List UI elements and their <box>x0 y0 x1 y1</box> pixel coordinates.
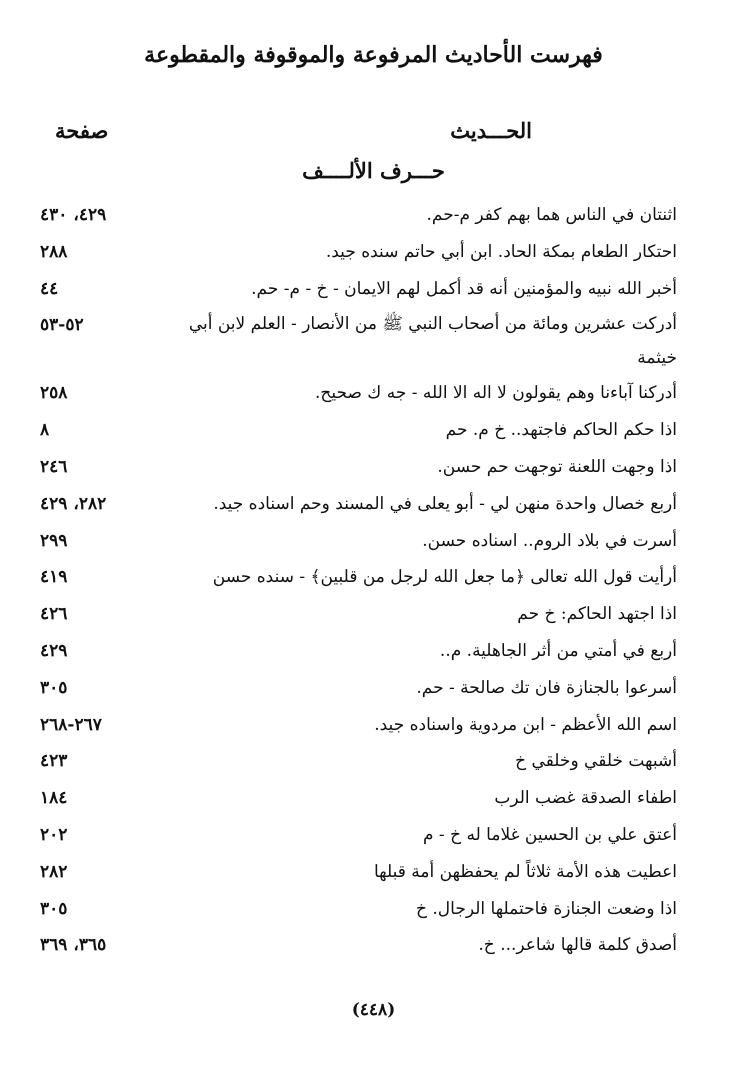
entry-text: اطفاء الصدقة غضب الرب <box>494 788 677 809</box>
column-header-hadith: الحـــديث <box>450 118 532 143</box>
page-title: فهرست الأحاديث المرفوعة والموقوفة والمقطوعة <box>144 42 603 68</box>
index-entry <box>40 486 677 523</box>
entry-text: أصدق كلمة قالها شاعر... خ. <box>478 935 677 956</box>
section-heading: حـــرف الألــــف <box>302 158 445 183</box>
entry-text: أسرعوا بالجنازة فان تك صالحة - حم. <box>416 677 677 698</box>
entry-page: ٣٦٥، ٣٦٩ <box>40 935 107 956</box>
entry-page: ٤١٩ <box>40 567 68 588</box>
entry-page: ٢٠٢ <box>40 824 68 845</box>
entry-text: اذا وجهت اللعنة توجهت حم حسن. <box>437 456 677 477</box>
entry-page: ٤٢٩ <box>40 640 68 661</box>
entry-page: ٢٨٢، ٤٢٩ <box>40 493 107 514</box>
index-entry <box>40 891 677 928</box>
index-entry <box>40 743 677 780</box>
index-list <box>40 197 677 964</box>
index-entry <box>40 854 677 891</box>
entry-page: ٨ <box>40 420 50 441</box>
entry-text: أشبهت خلقي وخلقي خ <box>515 751 677 772</box>
entry-page: ٤٢٩، ٤٣٠ <box>40 205 107 225</box>
entry-page: ٢٤٦ <box>40 456 68 477</box>
entry-text: احتكار الطعام بمكة الحاد. ابن أبي حاتم سنده جيد. <box>325 241 677 262</box>
entry-text: اذا اجتهد الحاكم: خ حم <box>517 604 677 625</box>
entry-text: أدركنا آباءنا وهم يقولون لا اله الا الله - جه ك صحيح. <box>314 383 677 404</box>
entry-page: ٤٢٦ <box>40 604 68 625</box>
index-entry <box>40 707 677 744</box>
index-entry <box>40 271 677 308</box>
index-entry <box>40 307 677 375</box>
index-entry <box>40 817 677 854</box>
entry-text: أربع خصال واحدة منهن لي - أبو يعلى في المسند وحم اسناده جيد. <box>213 493 677 514</box>
index-entry <box>40 927 677 964</box>
entry-text: أسرت في بلاد الروم.. اسناده حسن. <box>422 530 677 551</box>
entry-text: أعتق علي بن الحسين غلاما له خ - م <box>423 824 677 845</box>
entry-page: ٢٩٩ <box>40 530 68 551</box>
entry-page: ٢٨٢ <box>40 861 68 882</box>
entry-text: اسم الله الأعظم - ابن مردوية واسناده جيد. <box>374 714 677 735</box>
entry-text: اذا حكم الحاكم فاجتهد.. خ م. حم <box>445 420 677 441</box>
index-entry <box>40 375 677 412</box>
index-entry <box>40 596 677 633</box>
entry-text: اذا وضعت الجنازة فاحتملها الرجال. خ <box>416 898 677 919</box>
entry-page: ٥٢-٥٣ <box>40 315 84 336</box>
entry-text: أخبر الله نبيه والمؤمنين أنه قد أكمل لهم الايمان - خ - م- حم. <box>251 278 677 299</box>
index-entry <box>40 670 677 707</box>
index-entry <box>40 449 677 486</box>
entry-page: ٣٠٥ <box>40 898 68 919</box>
entry-page: ٤٤ <box>40 278 59 299</box>
page-number: (٤٤٨) <box>351 1000 396 1020</box>
entry-text: اعطيت هذه الأمة ثلاثاً لم يحفظهن أمة قبلها <box>373 861 677 882</box>
entry-text: أرأيت قول الله تعالى ﴿ما جعل الله لرجل من قلبين﴾ - سنده حسن <box>212 567 677 588</box>
index-entry <box>40 633 677 670</box>
index-entry <box>40 234 677 271</box>
entry-page: ١٨٤ <box>40 788 68 809</box>
index-entry <box>40 523 677 560</box>
entry-page: ٤٢٣ <box>40 751 68 772</box>
entry-page: ٢٨٨ <box>40 241 68 262</box>
index-entry <box>40 412 677 449</box>
index-entry <box>40 197 677 234</box>
entry-text: أربع في أمتي من أثر الجاهلية. م.. <box>439 640 677 661</box>
entry-text: اثنتان في الناس هما بهم كفر م-حم. <box>426 205 677 225</box>
entry-text: أدركت عشرين ومائة من أصحاب النبي ﷺ من الأنصار - العلم لابن أبي خيثمة <box>188 314 677 369</box>
entry-page: ٢٦٧-٢٦٨ <box>40 714 102 735</box>
entry-page: ٢٥٨ <box>40 383 68 404</box>
index-entry <box>40 559 677 596</box>
index-entry <box>40 780 677 817</box>
column-header-page: صفحة <box>55 118 109 143</box>
entry-page: ٣٠٥ <box>40 677 68 698</box>
